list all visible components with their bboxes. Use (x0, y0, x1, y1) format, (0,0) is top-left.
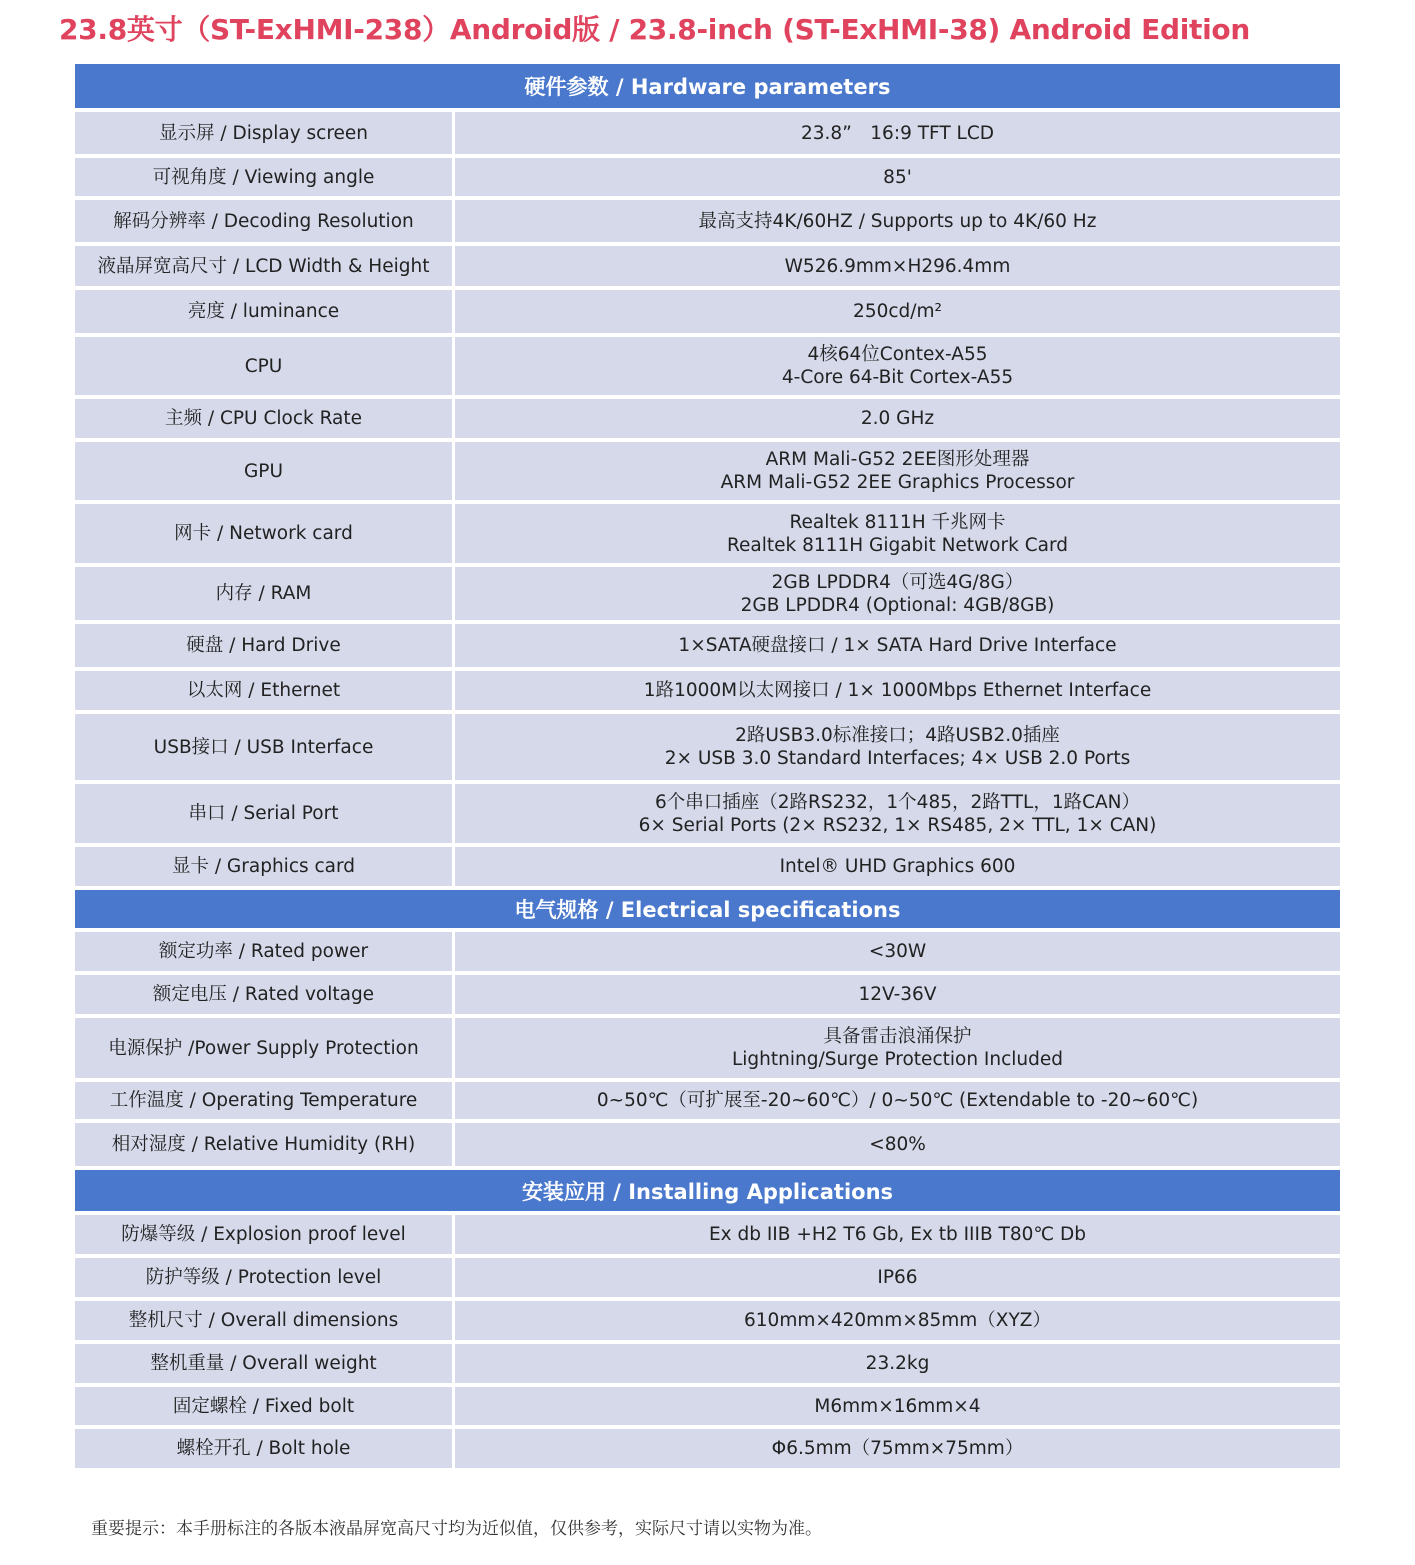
spec-row-lcd-width-height (75, 246, 1340, 286)
spec-value-line: 4核64位Contex-A55 (807, 344, 988, 365)
spec-label: 电源保护 /Power Supply Protection (75, 1018, 452, 1078)
spec-value (455, 784, 1340, 843)
spec-value-line: Realtek 8111H Gigabit Network Card (727, 534, 1068, 556)
spec-value (455, 337, 1340, 395)
spec-value-line: M6mm×16mm×4 (814, 1395, 981, 1417)
spec-value (455, 1301, 1340, 1340)
spec-label: 液晶屏宽高尺寸 / LCD Width & Height (75, 246, 452, 286)
spec-row-explosion-proof-level (75, 1215, 1340, 1254)
spec-value (455, 567, 1340, 620)
spec-value (455, 504, 1340, 563)
spec-row-ethernet (75, 671, 1340, 710)
spec-row-network-card (75, 504, 1340, 563)
spec-value-line: W526.9mm×H296.4mm (784, 255, 1011, 277)
spec-row-display-screen (75, 112, 1340, 154)
spec-label: 整机重量 / Overall weight (75, 1344, 452, 1383)
spec-value-line: Lightning/Surge Protection Included (731, 1049, 1064, 1070)
spec-value-line: 2GB LPDDR4（可选4G/8G） (771, 571, 1024, 593)
spec-value (455, 442, 1340, 500)
spec-value (455, 714, 1340, 780)
spec-value-line: 2× USB 3.0 Standard Interfaces; 4× USB 2.0 Ports (664, 748, 1131, 769)
spec-label: 额定电压 / Rated voltage (75, 975, 452, 1014)
spec-row-cpu (75, 337, 1340, 395)
spec-value-line: 具备雷击浪涌保护 (823, 1026, 972, 1047)
spec-row-rated-power (75, 932, 1340, 971)
spec-value-line: 23.2kg (865, 1353, 930, 1374)
spec-label: 串口 / Serial Port (75, 784, 452, 843)
spec-label: 防护等级 / Protection level (75, 1258, 452, 1297)
spec-value-line: <30W (868, 941, 927, 962)
spec-label: 网卡 / Network card (75, 504, 452, 563)
spec-value-line: Realtek 8111H 千兆网卡 (789, 511, 1006, 533)
footnote: 重要提示：本手册标注的各版本液晶屏宽高尺寸均为近似值，仅供参考，实际尺寸请以实物为准。 (91, 1519, 822, 1539)
spec-value (455, 671, 1340, 710)
spec-value (455, 1018, 1340, 1078)
spec-value (455, 1215, 1340, 1254)
spec-value-line: IP66 (877, 1267, 918, 1288)
spec-label: 固定螺栓 / Fixed bolt (75, 1387, 452, 1425)
spec-value-line: 12V-36V (858, 984, 937, 1005)
section-header-installing-applications: 安装应用 / Installing Applications (75, 1170, 1340, 1211)
spec-label: 整机尺寸 / Overall dimensions (75, 1301, 452, 1340)
spec-row-luminance (75, 290, 1340, 333)
spec-value (455, 1082, 1340, 1119)
spec-value (455, 1429, 1340, 1468)
spec-value-line: 6个串口插座（2路RS232，1个485，2路TTL，1路CAN） (654, 791, 1141, 813)
spec-label: CPU (75, 337, 452, 395)
spec-row-decoding-resolution (75, 200, 1340, 242)
spec-label: USB接口 / USB Interface (75, 714, 452, 780)
spec-label: 亮度 / luminance (75, 290, 452, 333)
spec-row-usb-interface (75, 714, 1340, 780)
spec-value-line: 610mm×420mm×85mm（XYZ） (744, 1310, 1051, 1331)
spec-value (455, 200, 1340, 242)
spec-value-line: <80% (869, 1134, 926, 1155)
spec-value (455, 246, 1340, 286)
spec-row-power-supply-protection (75, 1018, 1340, 1078)
spec-value-line: Intel® UHD Graphics 600 (779, 856, 1016, 877)
spec-label: 主频 / CPU Clock Rate (75, 399, 452, 438)
section-header-hardware-parameters: 硬件参数 / Hardware parameters (75, 64, 1340, 108)
spec-value (455, 1344, 1340, 1383)
spec-row-graphics-card (75, 847, 1340, 886)
spec-value-line: 6× Serial Ports (2× RS232, 1× RS485, 2× TTL, 1× CAN) (638, 814, 1157, 836)
spec-label: 工作温度 / Operating Temperature (75, 1082, 452, 1119)
spec-label: 显示屏 / Display screen (75, 112, 452, 154)
spec-value-line: 0~50℃（可扩展至-20~60℃）/ 0~50℃ (Extendable to -20~60℃) (596, 1090, 1199, 1111)
spec-value-line: ARM Mali-G52 2EE Graphics Processor (720, 472, 1075, 493)
spec-value-line: 1×SATA硬盘接口 / 1× SATA Hard Drive Interface (678, 635, 1117, 656)
spec-value-line: 250cd/m² (853, 301, 942, 322)
spec-label: 解码分辨率 / Decoding Resolution (75, 200, 452, 242)
spec-value-line: 85' (883, 166, 912, 188)
spec-value-line: 2路USB3.0标准接口；4路USB2.0插座 (735, 725, 1060, 746)
spec-row-protection-level (75, 1258, 1340, 1297)
spec-table (75, 64, 1340, 1468)
page-title: 23.8英寸（ST-ExHMI-238）Android版 / 23.8-inch (ST-ExHMI-38) Android Edition (59, 13, 1250, 46)
spec-value-line: Ex db IIB +H2 T6 Gb, Ex tb IIIB T80℃ Db (708, 1224, 1087, 1245)
spec-row-overall-weight (75, 1344, 1340, 1383)
spec-value-line: 2GB LPDDR4 (Optional: 4GB/8GB) (740, 594, 1055, 616)
spec-row-bolt-hole (75, 1429, 1340, 1468)
spec-value (455, 158, 1340, 196)
spec-row-fixed-bolt (75, 1387, 1340, 1425)
spec-row-overall-dimensions (75, 1301, 1340, 1340)
spec-label: 以太网 / Ethernet (75, 671, 452, 710)
spec-row-operating-temperature (75, 1082, 1340, 1119)
spec-value (455, 399, 1340, 438)
spec-row-hard-drive (75, 624, 1340, 667)
spec-value-line: 2.0 GHz (860, 408, 935, 429)
spec-row-gpu (75, 442, 1340, 500)
spec-row-viewing-angle (75, 158, 1340, 196)
spec-value (455, 624, 1340, 667)
spec-row-serial-port (75, 784, 1340, 843)
spec-value (455, 847, 1340, 886)
spec-value-line: 1路1000M以太网接口 / 1× 1000Mbps Ethernet Interface (643, 680, 1152, 701)
spec-value (455, 1258, 1340, 1297)
spec-label: 可视角度 / Viewing angle (75, 158, 452, 196)
spec-label: 内存 / RAM (75, 567, 452, 620)
spec-row-cpu-clock-rate (75, 399, 1340, 438)
section-header-electrical-specifications: 电气规格 / Electrical specifications (75, 890, 1340, 928)
spec-label: 相对湿度 / Relative Humidity (RH) (75, 1123, 452, 1166)
spec-label: 螺栓开孔 / Bolt hole (75, 1429, 452, 1468)
spec-value-line: 最高支持4K/60HZ / Supports up to 4K/60 Hz (698, 210, 1097, 232)
spec-row-rated-voltage (75, 975, 1340, 1014)
spec-value (455, 975, 1340, 1014)
spec-value (455, 1123, 1340, 1166)
spec-label: 防爆等级 / Explosion proof level (75, 1215, 452, 1254)
spec-value (455, 290, 1340, 333)
spec-row-ram (75, 567, 1340, 620)
spec-label: GPU (75, 442, 452, 500)
spec-value-line: 4-Core 64-Bit Cortex-A55 (781, 367, 1014, 388)
spec-value (455, 932, 1340, 971)
spec-value-line: Φ6.5mm（75mm×75mm） (771, 1438, 1024, 1459)
spec-value (455, 1387, 1340, 1425)
spec-value (455, 112, 1340, 154)
spec-row-relative-humidity-rh (75, 1123, 1340, 1166)
spec-label: 额定功率 / Rated power (75, 932, 452, 971)
spec-value-line: ARM Mali-G52 2EE图形处理器 (765, 449, 1030, 470)
spec-label: 硬盘 / Hard Drive (75, 624, 452, 667)
spec-value-line: 23.8” 16:9 TFT LCD (801, 122, 994, 144)
spec-label: 显卡 / Graphics card (75, 847, 452, 886)
